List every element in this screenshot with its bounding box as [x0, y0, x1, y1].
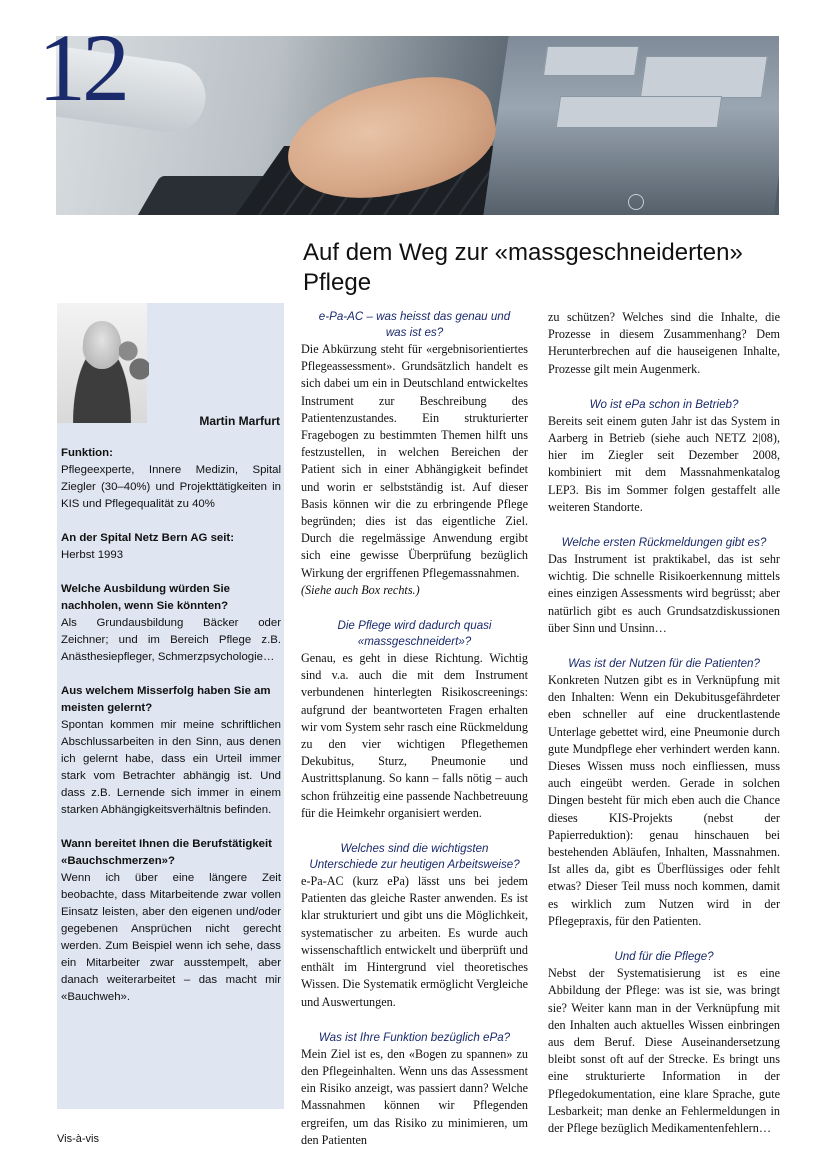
- interview-question: Die Pflege wird dadurch quasi «massgeschneidert»?: [337, 619, 492, 649]
- answer-text: Genau, es geht in diese Richtung. Wichtig sind v.a. auch die mit dem Instrument verbundenen hinterlegten Risikoscreenings: aufgrund der beantworteten Fragen erhalten wir vom System sehr rasch eine Rückmeldung zu den vier wichtigen Pflegethemen Dekubitus, Sturz, Pneumonie und Austrittsplanung. So kann – falls nötig – auch schon frühzeitig eine passende Nachbetreuung für die Heimkehr organisiert werden.: [301, 651, 528, 820]
- interview-answer: [548, 309, 780, 378]
- answer-text: Nebst der Systematisierung ist es eine Abbildung der Pflege: was ist sie, was bringt sie? Weiter kann man in der Verknüpfung mit den Inhalten auch aktuelles Wissen einbringen aus dem Beruf. Diese Auseinandersetzung bleibt sonst oft auf der Strecke. Es bringt uns eine strukturierte Information in der Pflegedokumentation, eine klare Sprache, gute Lesbarkeit; man denke an Fehlermeldungen in der Pflege bezüglich Medikamentenfehlern…: [548, 966, 780, 1135]
- interview-question: Was ist der Nutzen für die Patienten?: [568, 657, 760, 671]
- portrait-plant: [119, 333, 149, 393]
- interview-answer: [301, 341, 528, 599]
- article-column-right: [548, 309, 780, 1156]
- profile-answer: Herbst 1993: [61, 549, 124, 561]
- interview-question: Welches sind die wichtigsten Unterschiede zur heutigen Arbeitsweise?: [309, 842, 520, 872]
- profile-item: [61, 581, 281, 666]
- interview-answer: [301, 1046, 528, 1149]
- page-number: 12: [38, 14, 126, 121]
- interview-answer: [548, 413, 780, 516]
- footer-section-label: Vis-à-vis: [57, 1133, 99, 1145]
- profile-answer: Pflegeexperte, Innere Medizin, Spital Ziegler (30–40%) und Projekttätigkeiten in KIS und Pflegequalität zu 40%: [61, 464, 281, 510]
- screen-window: [640, 56, 768, 98]
- monitor-screen: [483, 36, 779, 215]
- profile-answer: Spontan kommen mir meine schriftlichen Abschlussarbeiten in den Sinn, aus denen ich gelernt habe, dass ein Urteil immer stark vom Betrachter abhängig ist. Und dass z.B. Lernende sich immer in einem starken Abhängigkeitsverhältnis befinden.: [61, 719, 281, 816]
- answer-note: (Siehe auch Box rechts.): [301, 582, 420, 597]
- answer-text: Das Instrument ist praktikabel, das ist sehr wichtig. Die schnelle Risikoerkennung mittels eines einzigen Assessments wird begrüsst; aber natürlich gibt es auch Grundsatzdiskussionen über Sinn und Unsinn…: [548, 552, 780, 635]
- profile-question: Wann bereitet Ihnen die Berufstätigkeit «Bauchschmerzen»?: [61, 838, 272, 867]
- profile-answer: Wenn ich über eine längere Zeit beobachte, dass Mitarbeitende zwar vollen Einsatz leisten, aber den eigenen und/oder gegebenen Ansprüchen nicht gerecht werden. Zum Beispiel wenn ich sehe, dass ein Mitarbeiter zwar ausstempelt, aber danach weiterarbeitet – das macht mir «Bauchweh».: [61, 872, 281, 1003]
- interview-question: Und für die Pflege?: [614, 950, 714, 964]
- answer-text: Die Abkürzung steht für «ergebnisorientiertes Pflegeassessment». Grundsätzlich handelt es sich dabei um ein in Deutschland entwickeltes Instrument zur Beschreibung des Patientenzustandes. Ein strukturierter Fragebogen zu bestimmten Themen hilft uns festzustellen, in welchen Bereichen der Patient sich in einer Abhängigkeit befindet und worin er selbstständig ist. Auf dieser Basis können wir die zu erbringende Pflege begründen; dies ist das eigentliche Ziel. Durch die regelmässige Anwendung ergibt sich eine gewisse Überprüfung bezüglich Wirkung der ergriffenen Pflegemassnahmen.: [301, 342, 528, 580]
- screen-window: [543, 46, 639, 76]
- profile-question: Funktion:: [61, 447, 113, 459]
- profile-sidebar: [57, 303, 284, 1109]
- author-name: Martin Marfurt: [199, 414, 280, 428]
- answer-text: zu schützen? Welches sind die Inhalte, die Prozesse in diesem Zusammenhang? Dem Herunterbrechen auf die hauseigenen Inhalte, Prozesse gilt mein Augenmerk.: [548, 310, 780, 376]
- answer-text: Mein Ziel ist es, den «Bogen zu spannen» zu den Pflegeinhalten. Wenn uns das Assessment ein Risiko anzeigt, was passiert dann? Welche Massnahmen können wir Pflegenden ergreifen, um das Risiko zu minimieren, um den Patienten: [301, 1046, 528, 1147]
- profile-item: [61, 445, 281, 513]
- profile-answer: Als Grundausbildung Bäcker oder Zeichner; und im Bereich Pflege z.B. Anästhesiepfleger, Schmerzpsychologie…: [61, 617, 281, 663]
- profile-question: Aus welchem Misserfolg haben Sie am meisten gelernt?: [61, 685, 271, 714]
- answer-text: e-Pa-AC (kurz ePa) lässt uns bei jedem Patienten das gleiche Raster anwenden. Es ist klar strukturiert und gibt uns die Möglichkeit, systematischer zu arbeiten. Es wurde auch wissenschaftlich entwickelt und überprüft und enthält im Hintergrund viel theoretisches Wissen. Die Systematik ermöglicht Vergleiche und Auswertungen.: [301, 874, 528, 1009]
- interview-question: e-Pa-AC – was heisst das genau und was ist es?: [318, 310, 511, 339]
- interview-question: Wo ist ePa schon in Betrieb?: [589, 397, 739, 411]
- article-headline: Auf dem Weg zur «massgeschneiderten» Pflege: [303, 239, 743, 296]
- interview-answer: [548, 672, 780, 930]
- interview-answer: [301, 650, 528, 822]
- interview-answer: [548, 965, 780, 1137]
- profile-item: [61, 530, 281, 564]
- portrait-face: [83, 321, 121, 369]
- interview-answer: [301, 873, 528, 1011]
- hp-logo-icon: [628, 194, 644, 210]
- profile-question: Welche Ausbildung würden Sie nachholen, wenn Sie könnten?: [61, 583, 230, 612]
- interview-question: Welche ersten Rückmeldungen gibt es?: [561, 536, 767, 550]
- article-column-middle: [301, 309, 528, 1168]
- interview-question: Was ist Ihre Funktion bezüglich ePa?: [318, 1030, 511, 1044]
- answer-text: Bereits seit einem guten Jahr ist das System in Aarberg in Betrieb (siehe auch NETZ 2|08), hier im Ziegler seit Dezember 2008, kombiniert mit dem Massnahmenkatalog LEP3. Bis im Sommer folgen gestaffelt alle weiteren Standorte.: [548, 413, 780, 514]
- profile-list: [61, 445, 281, 1023]
- profile-item: [61, 683, 281, 819]
- profile-item: [61, 836, 281, 1006]
- hero-photo: [56, 36, 779, 215]
- profile-question: An der Spital Netz Bern AG seit:: [61, 532, 234, 544]
- author-portrait: [57, 303, 147, 423]
- interview-answer: [548, 551, 780, 637]
- answer-text: Konkreten Nutzen gibt es in Verknüpfung mit den Inhalten: Wenn ein Dekubitusgefährdeter eben schneller auf eine druckentlastende Unterlage gebettet wird, eine Pneumonie durch gute Mundpflege eher verhindert werden kann. Dieses Wissen muss noch einfliessen, muss auch eingeübt werden. Gerade in solchen Dingen besteht für mich eben auch die Chance dieses KIS-Projekts (nebst der Papierreduktion): genau hinschauen bei bestehenden Abläufen, Inhalten, Massnahmen. Ist alles da, gibt es Überflüssiges oder fehlt etwas? Dieser Teil muss noch kommen, damit es wirklich zum Nutzen wird in der Pflegepraxis, für den Patienten.: [548, 673, 780, 928]
- screen-window: [556, 96, 722, 128]
